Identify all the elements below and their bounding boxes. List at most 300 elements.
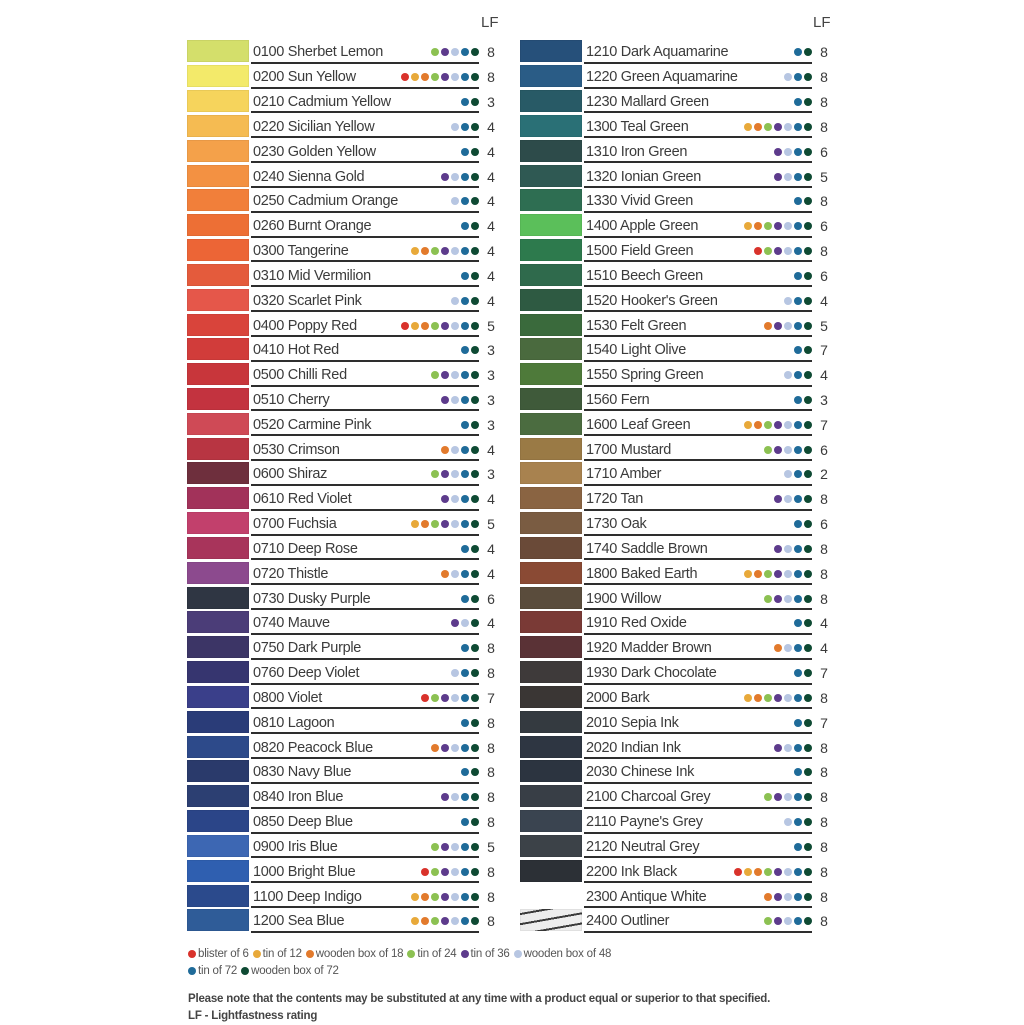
color-swatch [520, 314, 582, 336]
dot-icon [754, 247, 762, 255]
dot-icon [794, 371, 802, 379]
color-row [187, 585, 497, 610]
dot-icon [784, 247, 792, 255]
color-swatch [187, 661, 249, 683]
color-name: 0530 Crimson [253, 441, 340, 458]
dot-icon [804, 917, 812, 925]
availability-dots [774, 543, 812, 553]
dot-icon [461, 545, 469, 553]
dot-icon [794, 793, 802, 801]
availability-dots [401, 320, 479, 330]
dot-icon [794, 197, 802, 205]
dot-icon [441, 396, 449, 404]
dot-icon [754, 421, 762, 429]
color-name: 2300 Antique White [586, 888, 707, 905]
color-name: 1300 Teal Green [586, 118, 689, 135]
dot-icon [794, 346, 802, 354]
color-name: 0100 Sherbet Lemon [253, 44, 384, 61]
availability-dots [441, 444, 479, 454]
lightfastness-value: 8 [820, 814, 828, 831]
color-swatch [520, 413, 582, 435]
lightfastness-value: 7 [820, 665, 828, 682]
legend-item [188, 963, 237, 979]
dot-icon [794, 446, 802, 454]
dot-icon [774, 247, 782, 255]
dot-icon [794, 520, 802, 528]
color-row [187, 834, 497, 859]
dot-icon [461, 371, 469, 379]
dot-icon [411, 917, 419, 925]
dot-icon [441, 73, 449, 81]
color-name: 0520 Carmine Pink [253, 416, 372, 433]
color-row [187, 809, 497, 834]
dot-icon [754, 222, 762, 230]
color-name: 0250 Cadmium Orange [253, 193, 399, 210]
dot-icon [784, 868, 792, 876]
dot-icon [784, 371, 792, 379]
availability-dots [461, 816, 479, 826]
dot-icon [784, 545, 792, 553]
color-name: 0410 Hot Red [253, 342, 339, 359]
color-row [187, 89, 497, 114]
color-row [187, 511, 497, 536]
dot-icon [431, 843, 439, 851]
lightfastness-value: 7 [487, 689, 495, 706]
dot-icon [461, 818, 469, 826]
dot-icon [471, 644, 479, 652]
availability-dots [461, 593, 479, 603]
dot-icon [794, 644, 802, 652]
color-swatch [520, 562, 582, 584]
dot-icon [804, 346, 812, 354]
availability-dots [461, 766, 479, 776]
color-name: 0720 Thistle [253, 565, 329, 582]
legend-label: tin of 72 [198, 965, 238, 977]
dot-icon [804, 669, 812, 677]
availability-dots [461, 543, 479, 553]
dot-icon [794, 545, 802, 553]
lightfastness-value: 8 [820, 94, 828, 111]
dot-icon [784, 595, 792, 603]
lightfastness-value: 7 [820, 342, 828, 359]
availability-dots [794, 667, 812, 677]
color-swatch [187, 338, 249, 360]
legend-item [306, 946, 404, 962]
dot-icon [451, 470, 459, 478]
dot-icon [804, 247, 812, 255]
lightfastness-value: 5 [820, 317, 828, 334]
color-row [187, 610, 497, 635]
dot-icon [188, 950, 196, 958]
dot-icon [804, 744, 812, 752]
color-name: 0240 Sienna Gold [253, 168, 365, 185]
color-row [520, 858, 830, 883]
availability-dots [441, 791, 479, 801]
availability-dots [764, 915, 812, 925]
color-name: 0840 Iron Blue [253, 789, 344, 806]
color-name: 1800 Baked Earth [586, 565, 698, 582]
color-row [187, 312, 497, 337]
dot-icon [794, 322, 802, 330]
dot-icon [774, 694, 782, 702]
color-swatch [187, 636, 249, 658]
lightfastness-value: 4 [487, 193, 495, 210]
lightfastness-value: 3 [487, 367, 495, 384]
color-name: 0300 Tangerine [253, 243, 349, 260]
dot-icon [784, 893, 792, 901]
legend-label: tin of 24 [417, 948, 457, 960]
dot-icon [461, 669, 469, 677]
availability-dots [431, 369, 479, 379]
dot-icon [451, 73, 459, 81]
lightfastness-value: 8 [820, 590, 828, 607]
availability-dots [461, 270, 479, 280]
color-row [520, 784, 830, 809]
availability-dots [431, 742, 479, 752]
dot-icon [774, 421, 782, 429]
availability-dots [774, 742, 812, 752]
dot-icon [804, 793, 812, 801]
lightfastness-value: 4 [820, 615, 828, 632]
dot-icon [744, 868, 752, 876]
availability-dots [794, 96, 812, 106]
dot-icon [804, 545, 812, 553]
color-row [520, 163, 830, 188]
dot-icon [794, 694, 802, 702]
legend-item [461, 946, 510, 962]
lightfastness-value: 8 [487, 44, 495, 61]
dot-icon [461, 123, 469, 131]
availability-dots [401, 71, 479, 81]
color-row [520, 734, 830, 759]
color-swatch [187, 711, 249, 733]
dot-icon [804, 446, 812, 454]
lightfastness-value: 4 [487, 292, 495, 309]
dot-icon [774, 495, 782, 503]
availability-dots [441, 394, 479, 404]
color-swatch [520, 636, 582, 658]
color-name: 2400 Outliner [586, 913, 670, 930]
color-row [520, 213, 830, 238]
dot-icon [461, 619, 469, 627]
availability-dots [411, 891, 479, 901]
color-name: 1000 Bright Blue [253, 863, 356, 880]
dot-icon [471, 98, 479, 106]
legend-label: tin of 36 [470, 948, 510, 960]
dot-icon [744, 570, 752, 578]
dot-icon [421, 73, 429, 81]
lightfastness-value: 6 [820, 441, 828, 458]
dot-icon [754, 868, 762, 876]
color-swatch [520, 289, 582, 311]
dot-icon [804, 272, 812, 280]
lightfastness-value: 8 [820, 118, 828, 135]
color-swatch [187, 736, 249, 758]
dot-icon [411, 73, 419, 81]
dot-icon [764, 322, 772, 330]
color-row [520, 262, 830, 287]
availability-dots [774, 642, 812, 652]
color-row [520, 89, 830, 114]
availability-dots [441, 568, 479, 578]
dot-icon [461, 868, 469, 876]
color-name: 1710 Amber [586, 466, 662, 483]
availability-dots [794, 766, 812, 776]
dot-icon [744, 123, 752, 131]
availability-dots [461, 419, 479, 429]
availability-dots [411, 518, 479, 528]
dot-icon [784, 793, 792, 801]
availability-dots [734, 866, 812, 876]
lightfastness-value: 4 [487, 540, 495, 557]
availability-dots [451, 617, 479, 627]
dot-icon [441, 793, 449, 801]
color-swatch [520, 438, 582, 460]
availability-dots [451, 667, 479, 677]
color-row [187, 734, 497, 759]
availability-dots [794, 270, 812, 280]
footnote [188, 991, 770, 1025]
color-name: 0740 Mauve [253, 615, 330, 632]
color-name: 1600 Leaf Green [586, 416, 691, 433]
dot-icon [744, 421, 752, 429]
lightfastness-value: 8 [820, 739, 828, 756]
color-swatch [520, 90, 582, 112]
color-row [187, 163, 497, 188]
color-row [187, 908, 497, 933]
dot-icon [471, 322, 479, 330]
dot-icon [407, 950, 415, 958]
left-color-list [187, 39, 497, 933]
color-name: 0230 Golden Yellow [253, 143, 376, 160]
color-name: 0200 Sun Yellow [253, 69, 356, 86]
color-swatch [187, 587, 249, 609]
dot-icon [471, 744, 479, 752]
dot-icon [461, 272, 469, 280]
dot-icon [804, 644, 812, 652]
dot-icon [441, 893, 449, 901]
color-swatch [520, 611, 582, 633]
dot-icon [461, 48, 469, 56]
availability-dots [744, 121, 812, 131]
lightfastness-value: 4 [487, 267, 495, 284]
dot-icon [451, 123, 459, 131]
lightfastness-value: 8 [820, 888, 828, 905]
dot-icon [451, 247, 459, 255]
color-swatch [187, 140, 249, 162]
color-row [187, 213, 497, 238]
availability-dots [461, 717, 479, 727]
dot-icon [461, 495, 469, 503]
color-name: 2010 Sepia Ink [586, 714, 679, 731]
color-swatch [520, 736, 582, 758]
availability-dots [411, 915, 479, 925]
dot-icon [471, 247, 479, 255]
dot-icon [794, 570, 802, 578]
color-row [520, 64, 830, 89]
availability-dots [784, 468, 812, 478]
lightfastness-value: 4 [820, 292, 828, 309]
dot-icon [451, 173, 459, 181]
dot-icon [411, 893, 419, 901]
color-name: 2000 Bark [586, 689, 650, 706]
color-swatch [187, 760, 249, 782]
dot-icon [451, 793, 459, 801]
dot-icon [794, 868, 802, 876]
availability-dots [794, 195, 812, 205]
availability-dots [431, 841, 479, 851]
lightfastness-value: 3 [820, 392, 828, 408]
color-name: 1320 Ionian Green [586, 168, 702, 185]
lightfastness-value: 8 [487, 814, 495, 831]
availability-dots [431, 46, 479, 56]
dot-icon [794, 843, 802, 851]
color-name: 1730 Oak [586, 516, 647, 533]
color-swatch [520, 40, 582, 62]
color-name: 0830 Navy Blue [253, 764, 352, 781]
dot-icon [794, 719, 802, 727]
availability-dots [774, 146, 812, 156]
color-row [187, 436, 497, 461]
dot-icon [451, 446, 459, 454]
dot-icon [804, 297, 812, 305]
color-name: 1220 Green Aquamarine [586, 69, 738, 86]
dot-icon [471, 595, 479, 603]
lightfastness-value: 3 [487, 392, 495, 408]
lightfastness-value: 8 [820, 863, 828, 880]
color-name: 0800 Violet [253, 689, 322, 706]
color-row [520, 610, 830, 635]
dot-icon [764, 868, 772, 876]
availability-dots [764, 891, 812, 901]
availability-dots [744, 419, 812, 429]
lightfastness-value: 6 [820, 143, 828, 160]
lightfastness-value: 8 [487, 739, 495, 756]
color-name: 1560 Fern [586, 392, 650, 408]
color-swatch [187, 363, 249, 385]
color-row [520, 660, 830, 685]
availability-dots [744, 692, 812, 702]
dot-icon [451, 917, 459, 925]
color-swatch [187, 413, 249, 435]
legend-item [241, 963, 339, 979]
lightfastness-value: 4 [487, 441, 495, 458]
color-name: 0850 Deep Blue [253, 814, 353, 831]
dot-icon [764, 793, 772, 801]
dot-icon [461, 173, 469, 181]
color-row [187, 287, 497, 312]
lightfastness-value: 8 [820, 764, 828, 781]
color-name: 0610 Red Violet [253, 491, 352, 508]
availability-dots [451, 295, 479, 305]
dot-icon [471, 470, 479, 478]
color-name: 2120 Neutral Grey [586, 838, 700, 855]
dot-icon [784, 694, 792, 702]
availability-dots [451, 121, 479, 131]
dot-icon [431, 247, 439, 255]
dot-icon [804, 98, 812, 106]
dot-icon [411, 520, 419, 528]
dot-icon [461, 595, 469, 603]
dot-icon [431, 470, 439, 478]
color-swatch [187, 388, 249, 410]
dot-icon [794, 297, 802, 305]
color-name: 1540 Light Olive [586, 342, 686, 359]
dot-icon [471, 694, 479, 702]
dot-icon [804, 73, 812, 81]
dot-icon [461, 148, 469, 156]
dot-icon [794, 247, 802, 255]
color-row [187, 461, 497, 486]
color-name: 0510 Cherry [253, 392, 330, 408]
color-name: 1740 Saddle Brown [586, 540, 708, 557]
color-row [520, 908, 830, 933]
dot-icon [794, 98, 802, 106]
dot-icon [794, 222, 802, 230]
color-swatch [187, 835, 249, 857]
color-swatch [520, 140, 582, 162]
dot-icon [471, 272, 479, 280]
dot-icon [461, 843, 469, 851]
dot-icon [804, 222, 812, 230]
dot-icon [431, 322, 439, 330]
dot-icon [471, 173, 479, 181]
color-name: 0600 Shiraz [253, 466, 328, 483]
color-swatch [187, 909, 249, 931]
color-swatch [520, 487, 582, 509]
lightfastness-value: 8 [487, 665, 495, 682]
dot-icon [794, 123, 802, 131]
color-name: 1200 Sea Blue [253, 913, 345, 930]
color-swatch [520, 239, 582, 261]
dot-icon [804, 148, 812, 156]
color-swatch [187, 438, 249, 460]
dot-icon [441, 247, 449, 255]
color-swatch [187, 537, 249, 559]
color-name: 1330 Vivid Green [586, 193, 693, 210]
color-name: 0210 Cadmium Yellow [253, 94, 391, 111]
lf-header-left: LF [481, 14, 499, 31]
color-row [520, 560, 830, 585]
color-row [187, 387, 497, 412]
dot-icon [744, 222, 752, 230]
dot-icon [471, 222, 479, 230]
dot-icon [794, 917, 802, 925]
dot-icon [774, 868, 782, 876]
color-swatch [520, 189, 582, 211]
color-row [187, 858, 497, 883]
color-row [187, 39, 497, 64]
dot-icon [794, 48, 802, 56]
dot-icon [784, 917, 792, 925]
dot-icon [451, 520, 459, 528]
color-name: 1720 Tan [586, 491, 644, 508]
dot-icon [421, 893, 429, 901]
dot-icon [451, 893, 459, 901]
dot-icon [461, 222, 469, 230]
dot-icon [764, 570, 772, 578]
lightfastness-value: 6 [820, 516, 828, 533]
dot-icon [411, 322, 419, 330]
dot-icon [764, 123, 772, 131]
color-row [520, 362, 830, 387]
dot-icon [431, 917, 439, 925]
dot-icon [461, 446, 469, 454]
dot-icon [754, 570, 762, 578]
color-row [520, 511, 830, 536]
color-row [520, 138, 830, 163]
color-row [520, 461, 830, 486]
